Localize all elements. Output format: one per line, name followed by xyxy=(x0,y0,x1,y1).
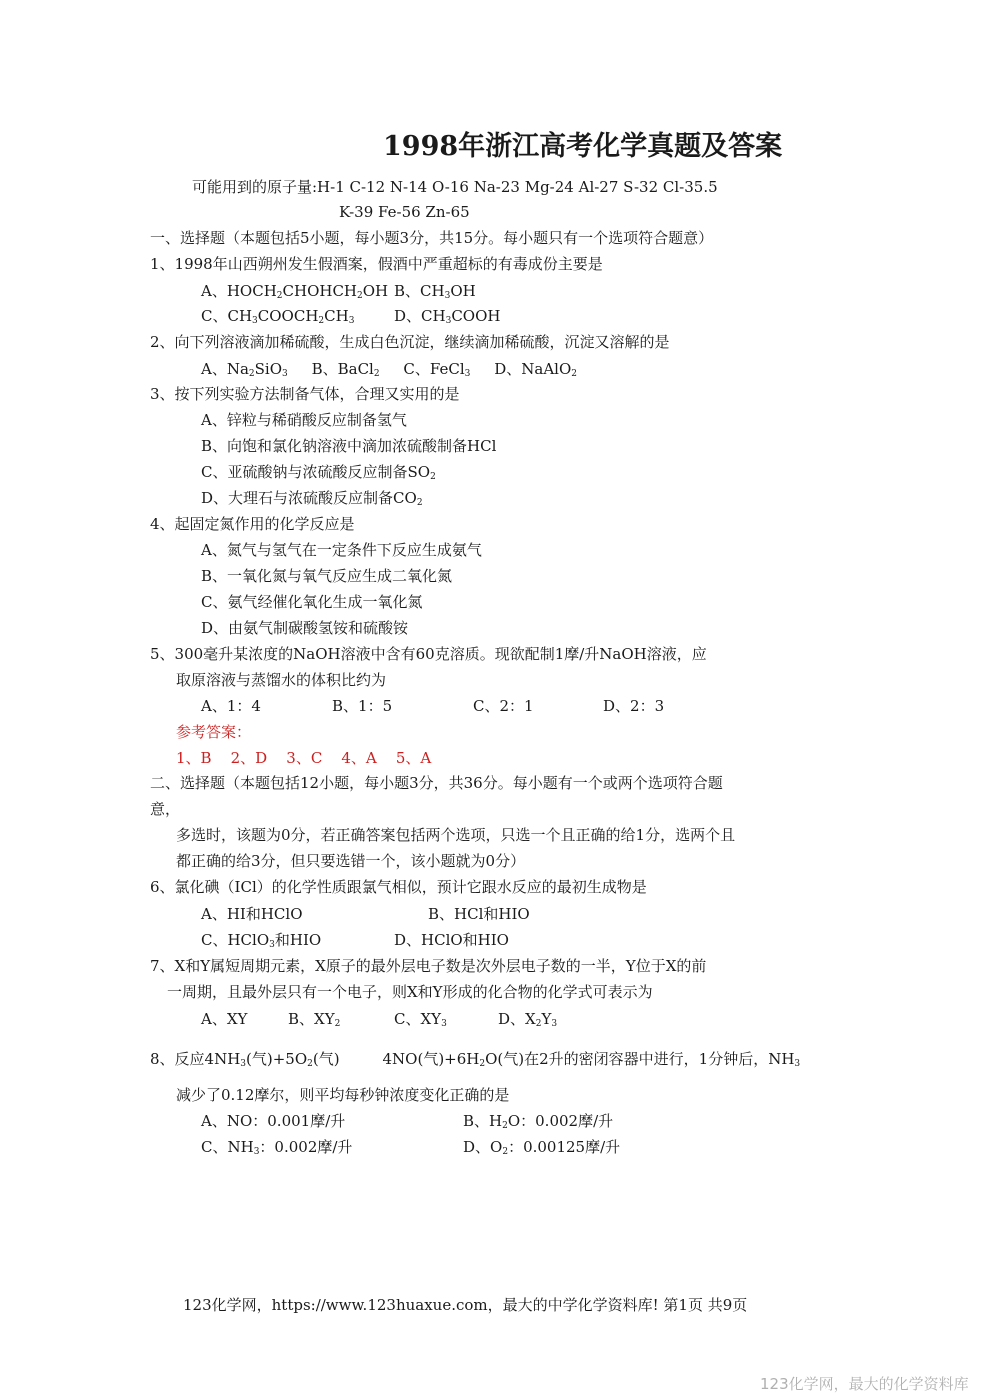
q8-option-c: C、$NH_3$：0.002摩/升 xyxy=(201,1138,353,1157)
q2-stem: 2、向下列溶液滴加稀硫酸，生成白色沉淀，继续滴加稀硫酸，沉淀又溶解的是 xyxy=(150,333,670,351)
q7-stem-line2: 一周期，且最外层只有一个电子，则X和Y形成的化合物的化学式可表示为 xyxy=(167,983,653,1001)
q3-option-b: B、向饱和氯化钠溶液中滴加浓硫酸制备HCl xyxy=(201,437,497,455)
q4-option-b: B、一氧化氮与氧气反应生成二氧化氮 xyxy=(201,567,453,585)
q3-option-d: D、大理石与浓硫酸反应制备$CO_2$ xyxy=(201,489,423,508)
q1-stem: 1、1998年山西朔州发生假酒案，假酒中严重超标的有毒成份主要是 xyxy=(150,255,603,273)
atomic-masses-line1: 可能用到的原子量:H-1 C-12 N-14 O-16 Na-23 Mg-24 Al-27 S-32 Cl-35.5 xyxy=(192,178,718,196)
q2-options: A、$Na_2SiO_3$ B、BaCl$_2$ C、FeCl$_3$ D、NaAlO$_2$ xyxy=(201,360,577,379)
q7-option-b: B、$XY_2$ xyxy=(288,1010,341,1029)
q8-stem-line2: 减少了0.12摩尔，则平均每秒钟浓度变化正确的是 xyxy=(176,1086,510,1104)
q5-option-c: C、2：1 xyxy=(473,697,534,715)
page-title: 1998年浙江高考化学真题及答案 xyxy=(383,131,783,162)
atomic-masses-line2: K-39 Fe-56 Zn-65 xyxy=(339,203,470,221)
q4-stem: 4、起固定氮作用的化学反应是 xyxy=(150,515,355,533)
section2-heading-line2: 意， xyxy=(150,800,181,818)
q6-option-c: C、HClO$_3$和HIO xyxy=(201,931,322,950)
q7-option-c: C、$XY_3$ xyxy=(394,1010,447,1029)
section2-heading-line4: 都正确的给3分，但只要选错一个，该小题就为0分） xyxy=(176,852,526,870)
watermark: 123化学网，最大的化学资料库 xyxy=(760,1375,969,1393)
q4-option-c: C、氨气经催化氧化生成一氧化氮 xyxy=(201,593,423,611)
q1-option-c: C、$CH_3COOCH_2CH_3$ xyxy=(201,307,355,326)
q7-option-a: A、XY xyxy=(201,1010,248,1028)
q4-option-a: A、氮气与氢气在一定条件下反应生成氨气 xyxy=(201,541,482,559)
q8-stem-line1: 8、反应$4NH_3$(气)$+5O_2$(气) 4NO(气)$+6H_2O$(气)在2升的密闭容器中进行，1分钟后，$NH_3$ xyxy=(150,1050,801,1069)
q7-stem-line1: 7、X和Y属短周期元素，X原子的最外层电子数是次外层电子数的一半，Y位于X的前 xyxy=(150,957,707,975)
q6-stem: 6、氯化碘（ICl）的化学性质跟氯气相似，预计它跟水反应的最初生成物是 xyxy=(150,878,647,896)
q1-option-b: B、$CH_3OH$ xyxy=(394,282,476,301)
q1-option-a: A、$HOCH_2CHOHCH_2OH$ xyxy=(201,282,389,301)
section2-heading-line1: 二、选择题（本题包括12小题，每小题3分，共36分。每小题有一个或两个选项符合题 xyxy=(150,774,723,792)
page-footer: 123化学网，https://www.123huaxue.com，最大的中学化学资料库! 第1页 共9页 xyxy=(183,1296,748,1314)
q3-stem: 3、按下列实验方法制备气体，合理又实用的是 xyxy=(150,385,460,403)
q8-option-a: A、NO：0.001摩/升 xyxy=(201,1112,346,1130)
q8-option-d: D、$O_2$：0.00125摩/升 xyxy=(463,1138,621,1157)
q5-option-b: B、1：5 xyxy=(332,697,393,715)
q7-option-d: D、$X_2Y_3$ xyxy=(498,1010,558,1029)
q3-option-c: C、亚硫酸钠与浓硫酸反应制备$SO_2$ xyxy=(201,463,436,482)
q5-stem-line2: 取原溶液与蒸馏水的体积比约为 xyxy=(176,671,387,689)
q6-option-d: D、HClO和HIO xyxy=(394,931,509,949)
q1-option-d: D、$CH_3COOH$ xyxy=(394,307,501,326)
q5-option-a: A、1：4 xyxy=(201,697,261,715)
q3-option-a: A、锌粒与稀硝酸反应制备氢气 xyxy=(201,411,407,429)
section1-heading: 一、选择题（本题包括5小题，每小题3分，共15分。每小题只有一个选项符合题意） xyxy=(150,229,714,247)
q5-stem-line1: 5、300毫升某浓度的NaOH溶液中含有60克溶质。现欲配制1摩/升NaOH溶液，应 xyxy=(150,645,707,663)
q8-option-b: B、$H_2O$：0.002摩/升 xyxy=(463,1112,614,1131)
section2-heading-line3: 多选时，该题为0分，若正确答案包括两个选项，只选一个且正确的给1分，选两个且 xyxy=(176,826,736,844)
q5-option-d: D、2：3 xyxy=(603,697,665,715)
answer-label: 参考答案： xyxy=(176,723,252,741)
q4-option-d: D、由氨气制碳酸氢铵和硫酸铵 xyxy=(201,619,409,637)
q6-option-a: A、HI和HClO xyxy=(201,905,303,923)
q6-option-b: B、HCl和HIO xyxy=(428,905,530,923)
answer-key: 1、B 2、D 3、C 4、A 5、A xyxy=(176,749,432,767)
